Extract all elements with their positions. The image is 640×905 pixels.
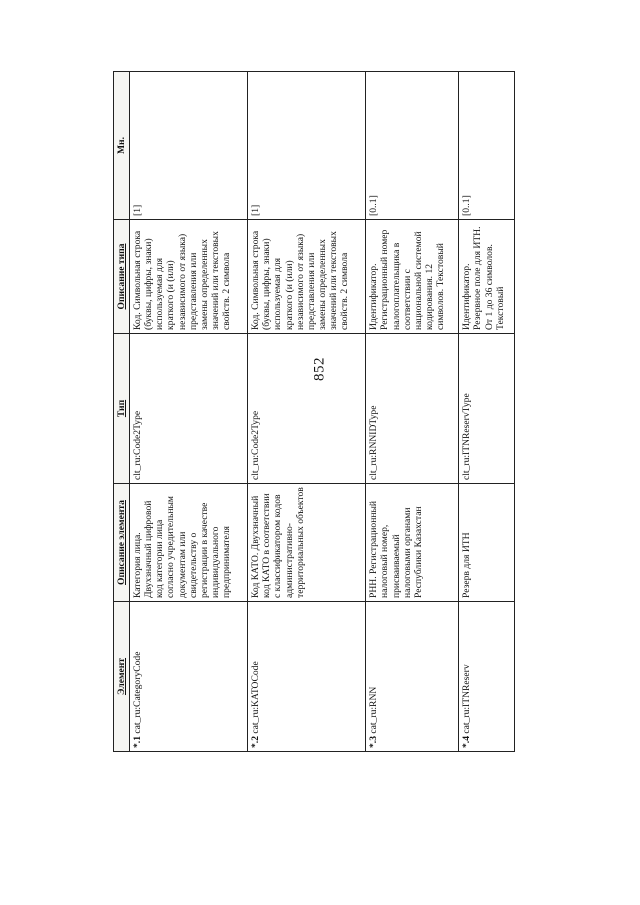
element-description: РНН. Регистрационный налоговый номер, присваиваемый налоговыми органами Республики Казахстан — [366, 484, 459, 602]
element-name: cat_ru:RNN — [368, 686, 380, 734]
element-cell — [130, 602, 248, 752]
element-description: Категория лица. Двухзначный цифровой код категории лица согласно учредительным документам или свидетельству о регистрации в качестве индивидуального предпринимателя — [130, 484, 248, 602]
table-row — [248, 72, 366, 752]
type-name: clt_ru:ITNReservType — [459, 334, 515, 484]
header-element-description: Описание элемента — [114, 484, 130, 602]
element-description: Код КАТО. Двухзначный код КАТО в соответствии с классификатором кодов административно-территориальных объектов — [248, 484, 366, 602]
element-name: cat_ru:ITNReserv — [461, 664, 473, 734]
document-table — [113, 71, 515, 752]
type-name: clt_ru:RNNIDType — [366, 334, 459, 484]
element-cell — [248, 602, 366, 752]
row-number: *.1 — [132, 736, 143, 748]
type-name: clt_ru:Code2Type — [130, 334, 248, 484]
document-table-wrapper — [113, 72, 515, 752]
table-row — [130, 72, 248, 752]
element-cell — [459, 602, 515, 752]
header-element: Элемент — [114, 602, 130, 752]
type-description: Код. Символьная строка (буквы, цифры, знаки) используемая для краткого (и (или) независимого от языка) представления или замены определенных значений или текстовых свойств. 2 символа — [130, 220, 248, 334]
table-row — [366, 72, 459, 752]
row-number: *.2 — [250, 736, 262, 748]
type-name: clt_ru:Code2Type — [248, 334, 366, 484]
type-description: Код. Символьная строка (буквы, цифры, знаки) используемая для краткого (и (или) независимого от языка) представления или замены определенных значений или текстовых свойств. 2 символа — [248, 220, 366, 334]
type-description: Идентификатор. Резервное поле для ИТН. От 1 до 36 символов. Текстовый — [459, 220, 515, 334]
multiplicity: [1] — [248, 72, 366, 220]
table-header-row — [114, 72, 130, 752]
table-row — [459, 72, 515, 752]
element-name: cat_ru:KATOCode — [250, 661, 262, 734]
multiplicity: [0..1] — [366, 72, 459, 220]
row-number: *.3 — [368, 736, 380, 748]
header-multiplicity: Мн. — [114, 72, 130, 220]
multiplicity: [0..1] — [459, 72, 515, 220]
element-cell — [366, 602, 459, 752]
header-type: Тип — [114, 334, 130, 484]
page-number: 852 — [311, 357, 328, 381]
element-name: cat_ru:CategoryCode — [132, 651, 143, 734]
row-number: *.4 — [461, 736, 473, 748]
type-description: Идентификатор. Регистрационный номер налогоплательщика в соответствии с национальной системой кодирования. 12 символов. Текстовый — [366, 220, 459, 334]
header-type-description: Описание типа — [114, 220, 130, 334]
element-description: Резерв для ИТН — [459, 484, 515, 602]
multiplicity: [1] — [130, 72, 248, 220]
